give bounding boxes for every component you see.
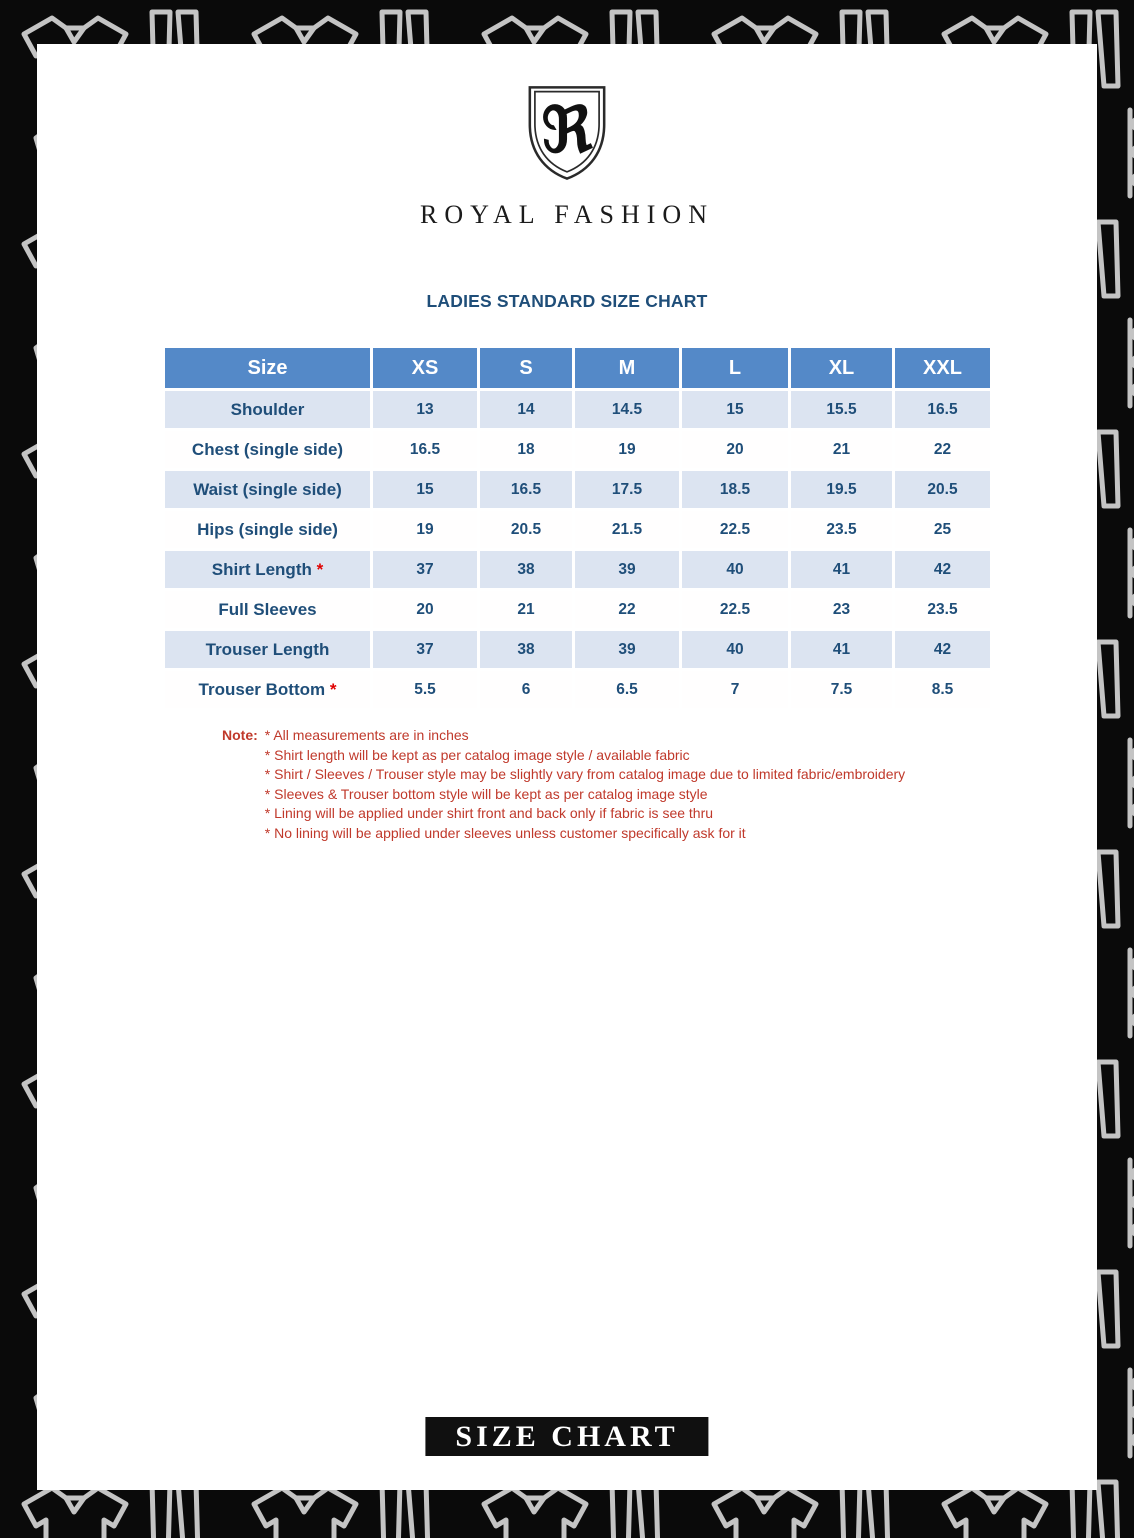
note-label: Note: [222,727,258,743]
note-item: * Sleeves & Trouser bottom style will be kept as per catalog image style [264,785,708,802]
row-label: Full Sleeves [165,591,370,628]
size-value-cell: 19 [575,431,679,468]
notes-list [265,726,905,844]
table-row [165,471,990,508]
note-item: * Lining will be applied under shirt front and back only if fabric is see thru [264,805,714,822]
size-value-cell: 15.5 [791,391,892,428]
column-header-size: Size [165,348,370,388]
size-value-cell: 18 [480,431,572,468]
note-item: * Shirt / Sleeves / Trouser style may be slightly vary from catalog image due to limited fabric/embroidery [264,766,906,783]
column-header-l: L [682,348,788,388]
size-value-cell: 21 [480,591,572,628]
size-value-cell: 6 [480,671,572,708]
size-value-cell: 22 [895,431,990,468]
size-value-cell: 22.5 [682,511,788,548]
size-value-cell: 40 [682,551,788,588]
size-table [162,345,993,711]
size-chart-page [37,44,1097,1490]
size-value-cell: 5.5 [373,671,477,708]
note-item: * No lining will be applied under sleeves unless customer specifically ask for it [264,824,746,841]
size-value-cell: 41 [791,631,892,668]
size-value-cell: 16.5 [895,391,990,428]
table-row [165,551,990,588]
brand-shield-icon [524,84,610,182]
column-header-xxl: XXL [895,348,990,388]
required-asterisk: * [325,679,337,699]
table-row [165,591,990,628]
size-value-cell: 39 [575,551,679,588]
size-value-cell: 19 [373,511,477,548]
size-value-cell: 15 [373,471,477,508]
column-header-xs: XS [373,348,477,388]
size-value-cell: 25 [895,511,990,548]
required-asterisk: * [311,559,324,579]
row-label: Trouser Bottom * [165,671,370,708]
size-value-cell: 38 [480,551,572,588]
size-value-cell: 15 [682,391,788,428]
size-value-cell: 16.5 [373,431,477,468]
size-table-wrapper [162,345,993,711]
row-label: Hips (single side) [165,511,370,548]
table-row [165,631,990,668]
page-title: LADIES STANDARD SIZE CHART [426,291,708,311]
brand-name: ROYAL FASHION [420,200,714,229]
size-value-cell: 20 [373,591,477,628]
column-header-s: S [480,348,572,388]
column-header-m: M [575,348,679,388]
size-value-cell: 23 [791,591,892,628]
size-value-cell: 41 [791,551,892,588]
size-value-cell: 21 [791,431,892,468]
size-value-cell: 6.5 [575,671,679,708]
size-value-cell: 14.5 [575,391,679,428]
size-value-cell: 7.5 [791,671,892,708]
size-value-cell: 39 [575,631,679,668]
size-value-cell: 37 [373,631,477,668]
table-row [165,671,990,708]
size-value-cell: 19.5 [791,471,892,508]
column-header-xl: XL [791,348,892,388]
size-value-cell: 23.5 [895,591,990,628]
size-value-cell: 8.5 [895,671,990,708]
size-value-cell: 21.5 [575,511,679,548]
size-value-cell: 20.5 [480,511,572,548]
row-label: Waist (single side) [165,471,370,508]
size-value-cell: 16.5 [480,471,572,508]
size-value-cell: 20.5 [895,471,990,508]
size-value-cell: 14 [480,391,572,428]
size-value-cell: 38 [480,631,572,668]
size-value-cell: 22 [575,591,679,628]
row-label: Shoulder [165,391,370,428]
size-chart-banner: SIZE CHART [425,1417,708,1456]
size-value-cell: 23.5 [791,511,892,548]
note-item: * Shirt length will be kept as per catalog image style / available fabric [264,746,690,763]
row-label: Shirt Length * [165,551,370,588]
size-table-body [165,391,990,708]
size-table-header-row [165,348,990,388]
size-value-cell: 22.5 [682,591,788,628]
brand-logo [37,84,1097,230]
size-value-cell: 42 [895,551,990,588]
size-value-cell: 7 [682,671,788,708]
table-row [165,511,990,548]
table-row [165,431,990,468]
note-item: * All measurements are in inches [264,727,469,743]
size-value-cell: 37 [373,551,477,588]
row-label: Trouser Length [165,631,370,668]
size-value-cell: 17.5 [575,471,679,508]
notes-section [222,726,905,844]
row-label: Chest (single side) [165,431,370,468]
size-value-cell: 13 [373,391,477,428]
blackletter-r-monogram: ℜ [541,92,593,167]
size-value-cell: 20 [682,431,788,468]
size-value-cell: 18.5 [682,471,788,508]
size-value-cell: 42 [895,631,990,668]
size-value-cell: 40 [682,631,788,668]
table-row [165,391,990,428]
